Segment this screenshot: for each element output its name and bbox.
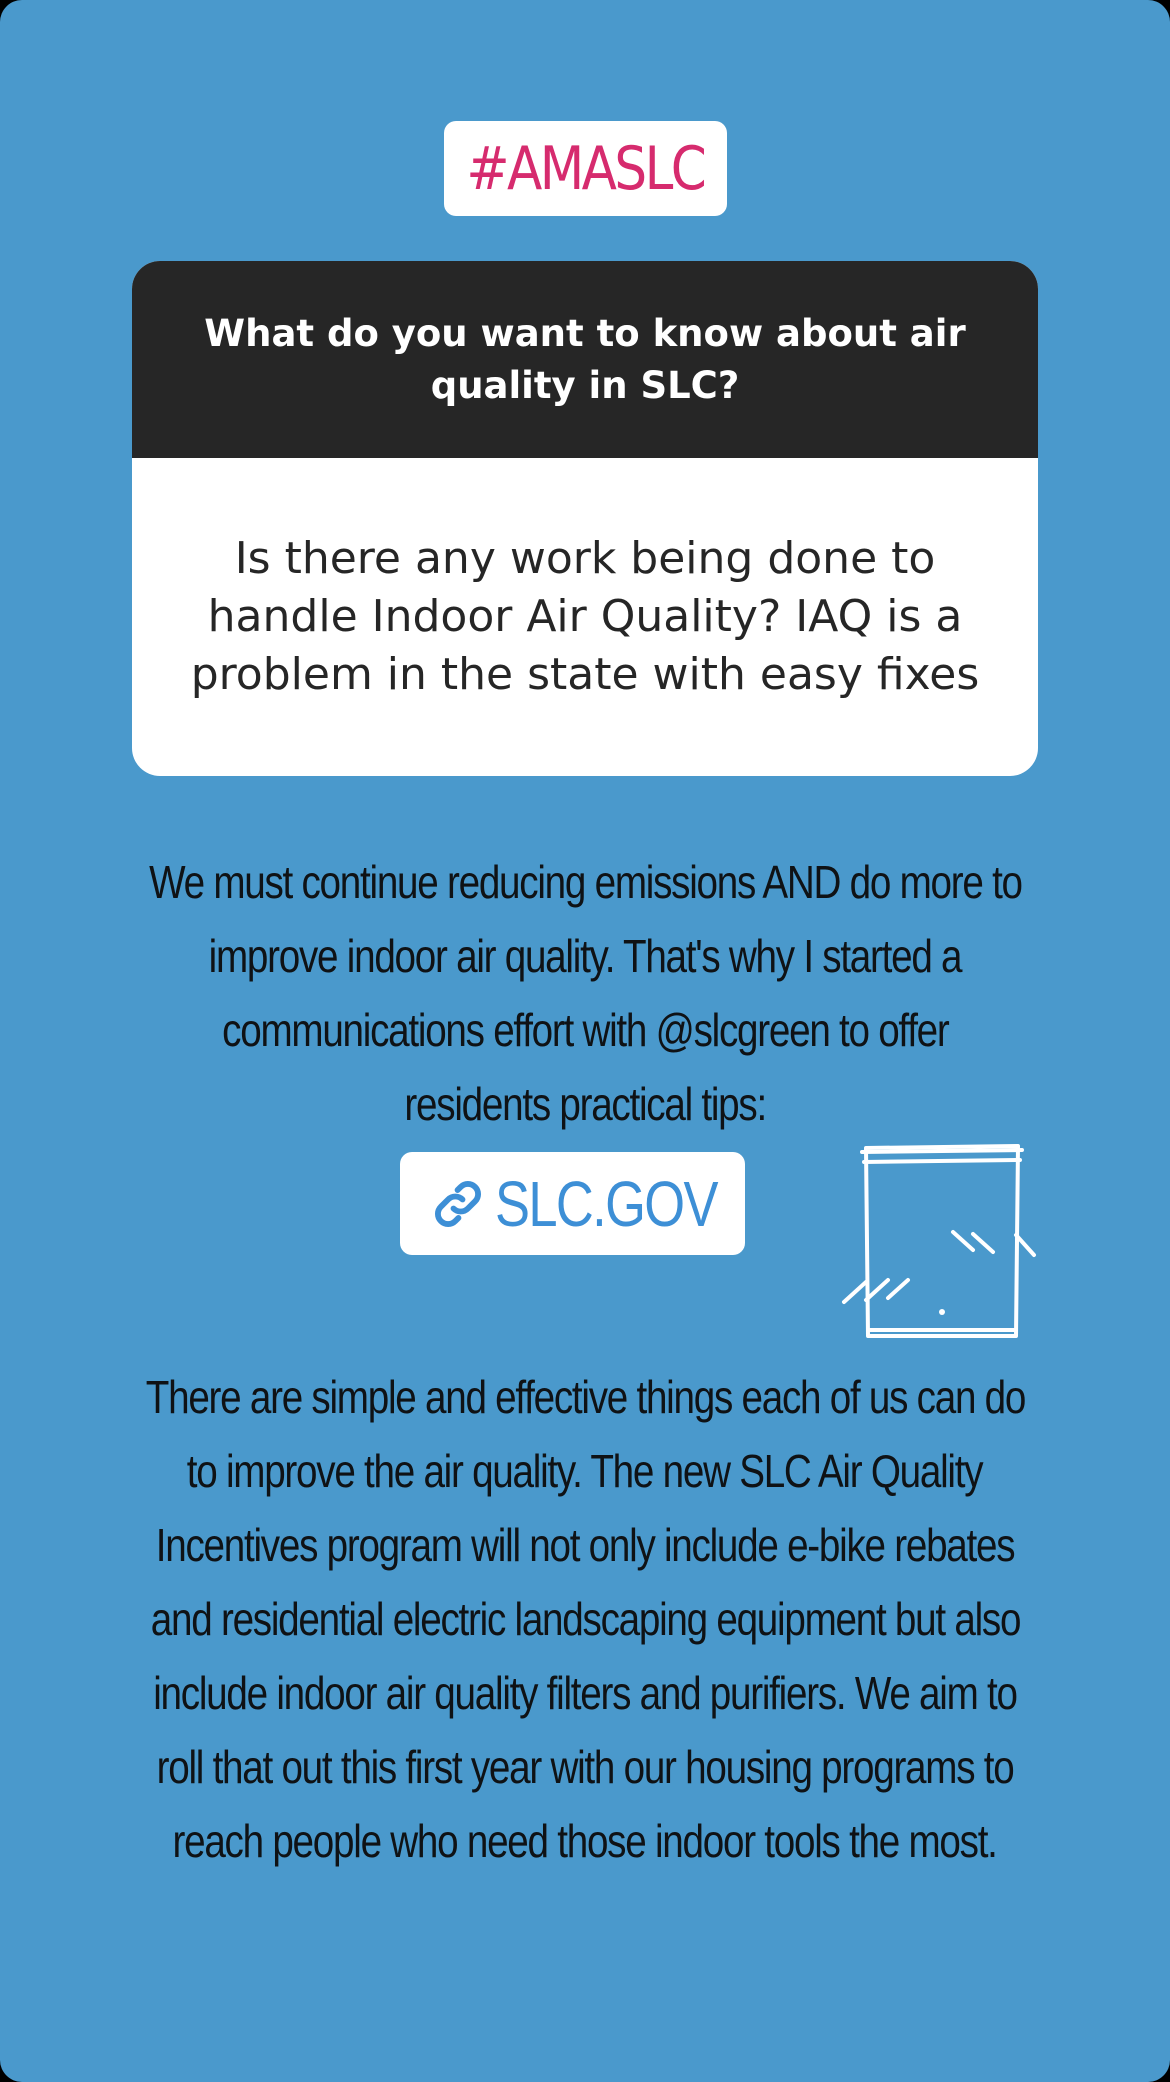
paragraph-2-line: There are simple and effective things each of us can do (145, 1371, 1025, 1423)
link-icon (431, 1177, 485, 1231)
question-answer-area (132, 458, 1038, 776)
paragraph-1-line: improve indoor air quality. That's why I started a (208, 930, 962, 982)
question-prompt: What do you want to know about air quality in SLC? (204, 311, 966, 407)
paragraph-1 (40, 845, 1130, 1141)
paragraph-2-line: reach people who need those indoor tools the most. (172, 1815, 998, 1867)
link-sticker[interactable] (400, 1152, 745, 1255)
paragraph-1-line: We must continue reducing emissions AND do more to (148, 856, 1022, 908)
paragraph-1-line: communications effort with @slcgreen to offer (221, 1004, 949, 1056)
link-label: SLC.GOV (494, 1167, 717, 1240)
paragraph-2-line: Incentives program will not only include e-bike rebates (155, 1519, 1015, 1571)
paragraph-2-line: include indoor air quality filters and purifiers. We aim to (153, 1667, 1017, 1719)
paragraph-1-line: residents practical tips: (404, 1078, 766, 1130)
question-prompt-header (132, 261, 1038, 458)
paragraph-2-line: to improve the air quality. The new SLC Air Quality (187, 1445, 983, 1497)
hashtag-sticker[interactable] (444, 121, 727, 216)
window-drawing-icon (838, 1140, 1038, 1340)
question-answer: Is there any work being done to handle Indoor Air Quality? IAQ is a problem in the state with easy fixes (190, 533, 980, 700)
hashtag-label: #AMASLC (466, 133, 705, 204)
paragraph-2-line: and residential electric landscaping equipment but also (150, 1593, 1020, 1645)
paragraph-2 (40, 1360, 1130, 1878)
question-sticker (132, 261, 1038, 776)
paragraph-2-line: roll that out this first year with our housing programs to (156, 1741, 1014, 1793)
